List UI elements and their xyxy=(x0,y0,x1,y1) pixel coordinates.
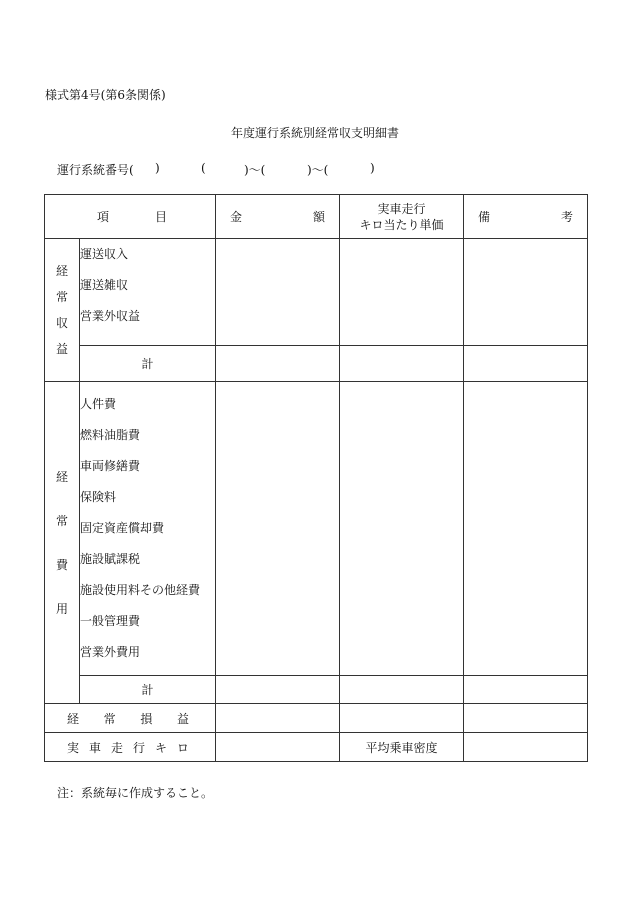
ordinary-profit-unit-price-cell[interactable] xyxy=(340,704,464,733)
header-item-char: 項 xyxy=(97,210,110,224)
header-item-char: 目 xyxy=(154,210,167,224)
expense-item-list xyxy=(80,382,216,676)
actual-km-value-cell[interactable] xyxy=(216,733,340,762)
document-title: 年度運行系統別経常収支明細書 xyxy=(230,126,399,140)
route-paren-1: ) xyxy=(155,161,160,175)
income-item: 営業外収益 xyxy=(80,309,141,323)
income-item: 運送雑収 xyxy=(80,278,129,292)
header-remarks-char: 備 xyxy=(478,210,491,224)
income-item: 運送収入 xyxy=(80,247,129,261)
expense-unit-price-cell[interactable] xyxy=(340,382,464,676)
expense-item: 一般管理費 xyxy=(80,614,141,628)
route-paren-3: )～( xyxy=(244,163,266,177)
income-total-amount-cell[interactable] xyxy=(216,346,340,382)
avg-density-value-cell[interactable] xyxy=(464,733,588,762)
expense-total-unit-price-cell[interactable] xyxy=(340,676,464,704)
income-unit-price-cell[interactable] xyxy=(340,239,464,346)
income-total-row xyxy=(45,346,588,382)
route-number-label: 運行系統番号( xyxy=(57,163,134,177)
expense-total-remarks-cell[interactable] xyxy=(464,676,588,704)
expense-items-row xyxy=(45,382,588,676)
ordinary-profit-label: 経 常 損 益 xyxy=(45,704,216,733)
header-amount-char: 金 xyxy=(230,210,243,224)
footnote: 注：系統毎に作成すること。 xyxy=(57,786,214,800)
route-paren-2: ( xyxy=(201,161,206,175)
expense-item: 燃料油脂費 xyxy=(80,428,141,442)
ordinary-profit-row xyxy=(45,704,588,733)
expense-item: 施設使用料その他経費 xyxy=(80,583,201,597)
income-total-label: 計 xyxy=(80,346,216,382)
income-items-row xyxy=(45,239,588,346)
expense-item: 人件費 xyxy=(80,397,117,411)
header-remarks-char: 考 xyxy=(560,210,573,224)
income-amount-cell[interactable] xyxy=(216,239,340,346)
ordinary-profit-amount-cell[interactable] xyxy=(216,704,340,733)
route-paren-4: )～( xyxy=(307,163,329,177)
income-item-list xyxy=(80,239,216,346)
income-total-remarks-cell[interactable] xyxy=(464,346,588,382)
actual-km-label: 実 車 走 行 キ ロ xyxy=(45,733,216,762)
income-section-label: 経 常 収 益 xyxy=(45,239,80,382)
expense-total-amount-cell[interactable] xyxy=(216,676,340,704)
expense-item: 車両修繕費 xyxy=(80,459,141,473)
expense-total-label: 計 xyxy=(80,676,216,704)
header-amount-char: 額 xyxy=(312,210,325,224)
avg-density-label: 平均乗車密度 xyxy=(340,733,464,762)
expense-remarks-cell[interactable] xyxy=(464,382,588,676)
expense-item: 施設賦課税 xyxy=(80,552,141,566)
header-unit-price-line2: キロ当たり単価 xyxy=(359,217,444,232)
expense-item: 保険料 xyxy=(80,490,117,504)
header-remarks xyxy=(464,195,588,239)
expense-item: 固定資産償却費 xyxy=(80,521,165,535)
expense-total-row xyxy=(45,676,588,704)
route-paren-5: ) xyxy=(370,161,375,175)
table-header-row xyxy=(45,195,588,239)
ordinary-profit-remarks-cell[interactable] xyxy=(464,704,588,733)
expense-section-label: 経 常 費 用 xyxy=(45,382,80,704)
header-unit-price-line1: 実車走行 xyxy=(377,201,426,216)
actual-km-row xyxy=(45,733,588,762)
income-remarks-cell[interactable] xyxy=(464,239,588,346)
form-number-label: 様式第4号(第6条関係) xyxy=(45,88,166,102)
income-total-unit-price-cell[interactable] xyxy=(340,346,464,382)
header-unit-price xyxy=(340,195,464,239)
expense-item: 営業外費用 xyxy=(80,645,141,659)
header-item xyxy=(45,195,216,239)
header-amount xyxy=(216,195,340,239)
income-expense-table xyxy=(44,194,588,762)
expense-amount-cell[interactable] xyxy=(216,382,340,676)
